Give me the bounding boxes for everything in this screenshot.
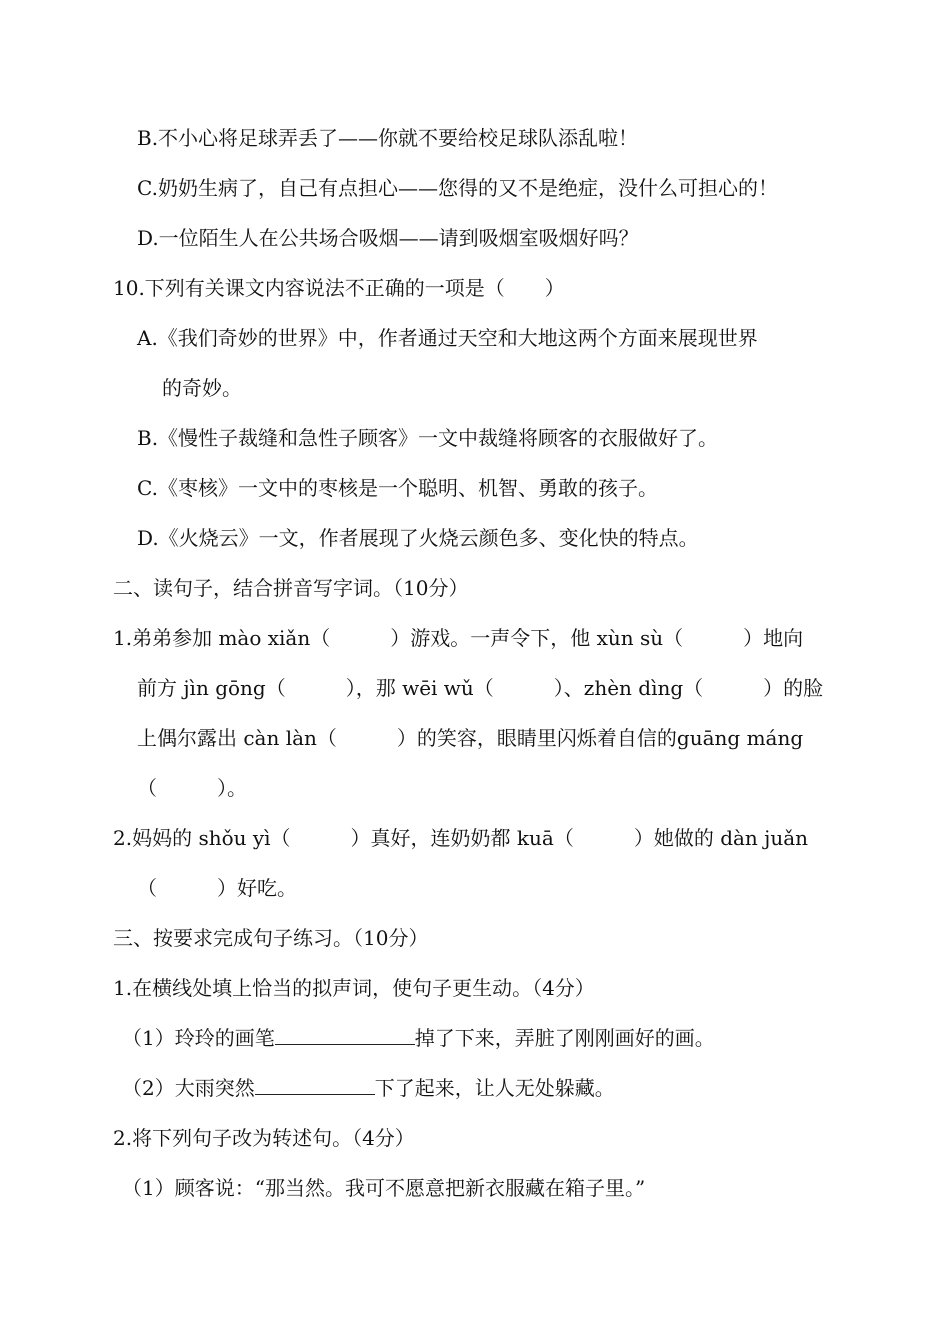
section2-q1-line2: 前方 jìn gōng（ ），那 wēi wǔ（ ）、zhèn dìng（ ）的脸 xyxy=(137,676,824,700)
section3-q1-item2 xyxy=(122,1074,615,1102)
q10-option-a-line2: 的奇妙。 xyxy=(162,376,242,400)
item2-prefix: （2）大雨突然 xyxy=(122,1076,255,1100)
q9-option-c: C.奶奶生病了，自己有点担心——您得的又不是绝症，没什么可担心的！ xyxy=(137,176,778,200)
q10-option-a-line1: A.《我们奇妙的世界》中，作者通过天空和大地这两个方面来展现世界 xyxy=(137,326,758,350)
section3-q2-item1: （1）顾客说：“那当然。我可不愿意把新衣服藏在箱子里。” xyxy=(122,1176,646,1200)
answer-blank-1[interactable] xyxy=(275,1026,415,1045)
section3-q1-item1 xyxy=(122,1024,715,1052)
q10-stem: 10.下列有关课文内容说法不正确的一项是（ ） xyxy=(113,276,565,300)
section2-q2-line1: 2.妈妈的 shǒu yì（ ）真好，连奶奶都 kuā（ ）她做的 dàn juǎn xyxy=(113,826,809,850)
q10-option-d: D.《火烧云》一文，作者展现了火烧云颜色多、变化快的特点。 xyxy=(137,526,699,550)
item1-prefix: （1）玲玲的画笔 xyxy=(122,1026,275,1050)
q10-option-c: C.《枣核》一文中的枣核是一个聪明、机智、勇敢的孩子。 xyxy=(137,476,658,500)
section3-title: 三、按要求完成句子练习。（10分） xyxy=(113,926,429,950)
section2-q2-line2: （ ）好吃。 xyxy=(137,876,297,900)
q9-option-d: D.一位陌生人在公共场合吸烟——请到吸烟室吸烟好吗？ xyxy=(137,226,639,250)
section2-q1-line1: 1.弟弟参加 mào xiǎn（ ）游戏。一声令下，他 xùn sù（ ）地向 xyxy=(113,626,804,650)
section3-q1-stem: 1.在横线处填上恰当的拟声词，使句子更生动。（4分） xyxy=(113,976,595,1000)
item2-suffix: 下了起来，让人无处躲藏。 xyxy=(374,1076,615,1100)
answer-blank-2[interactable] xyxy=(255,1076,375,1095)
q9-option-b: B.不小心将足球弄丢了——你就不要给校足球队添乱啦！ xyxy=(137,126,639,150)
section2-title: 二、读句子，结合拼音写字词。（10分） xyxy=(113,576,469,600)
section2-q1-line4: （ ）。 xyxy=(137,776,247,800)
section2-q1-line3: 上偶尔露出 càn làn（ ）的笑容，眼睛里闪烁着自信的guāng máng xyxy=(137,726,804,750)
q10-option-b: B.《慢性子裁缝和急性子顾客》一文中裁缝将顾客的衣服做好了。 xyxy=(137,426,719,450)
section3-q2-stem: 2.将下列句子改为转述句。（4分） xyxy=(113,1126,415,1150)
item1-suffix: 掉了下来，弄脏了刚刚画好的画。 xyxy=(414,1026,715,1050)
